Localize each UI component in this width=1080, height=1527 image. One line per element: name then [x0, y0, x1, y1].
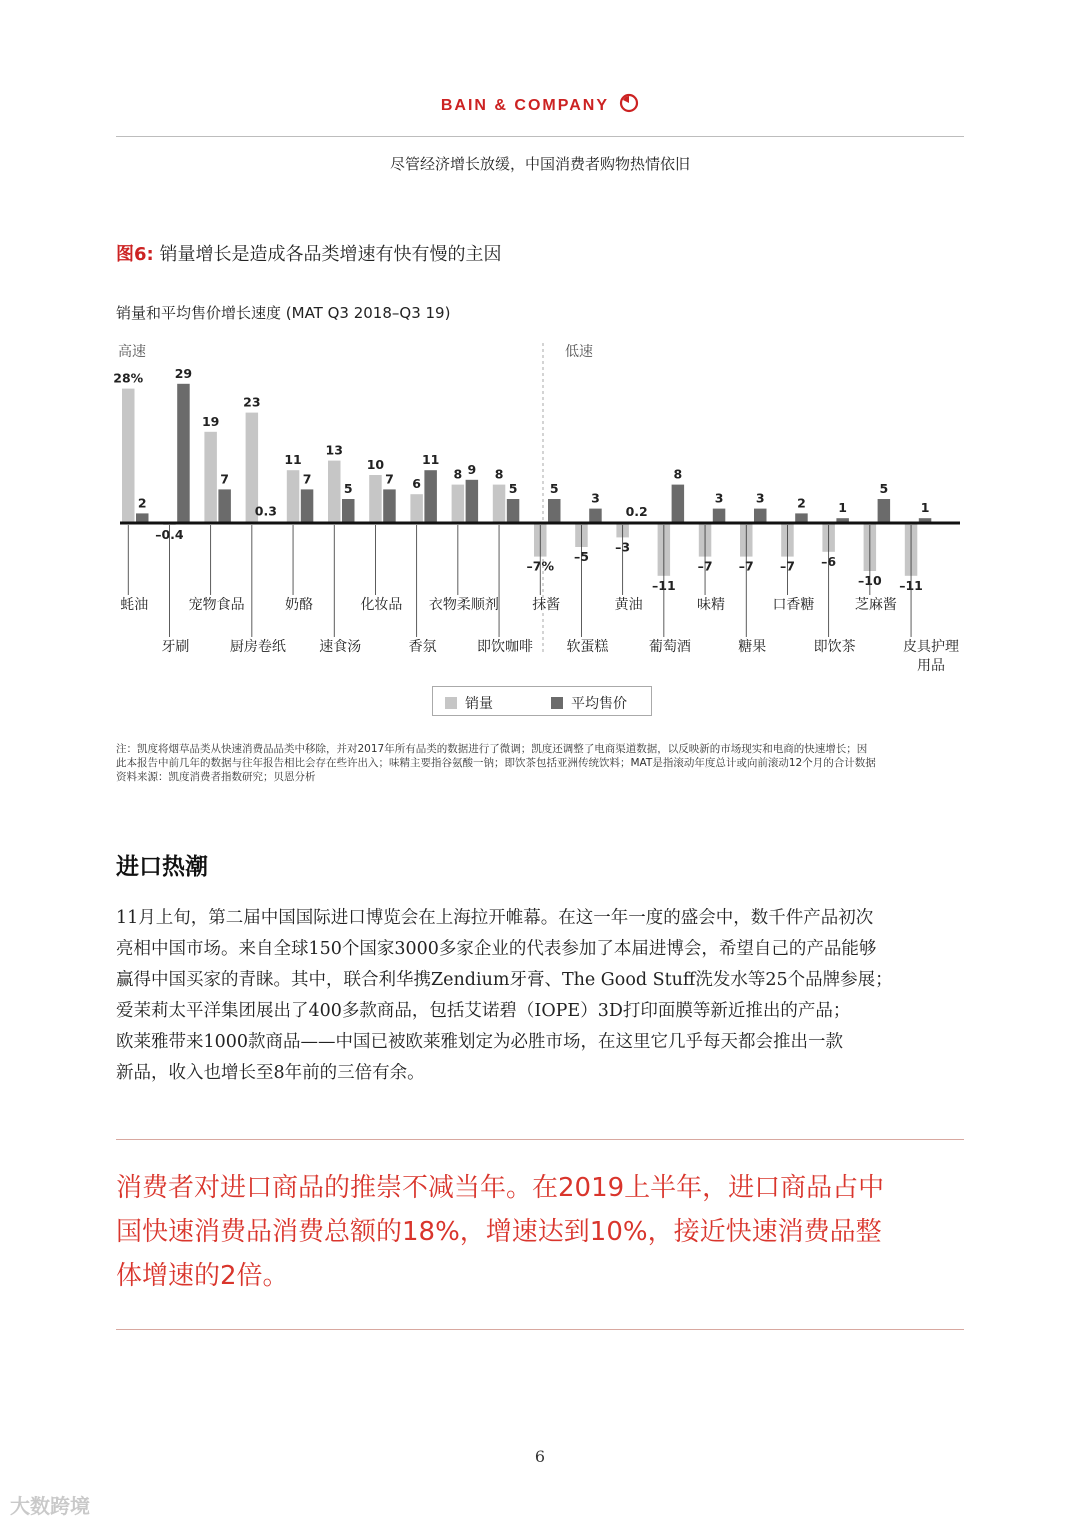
source-line: 资料来源：凯度消费者指数研究；贝恩分析: [116, 771, 316, 783]
data-label: –0.4: [155, 526, 184, 542]
figure-notes: [116, 742, 968, 784]
data-label: 10: [366, 457, 385, 472]
bar-price: [218, 489, 231, 523]
figure-title-text: 销量增长是造成各品类增速有快有慢的主因: [159, 244, 502, 265]
data-label: 29: [174, 365, 193, 381]
legend-item-volume: [445, 693, 493, 713]
data-label: 9: [467, 461, 477, 477]
chart-legend: [432, 686, 652, 716]
section-label-high: 高速: [118, 344, 146, 360]
legend-label-price: 平均售价: [571, 696, 627, 712]
data-label: 3: [755, 490, 765, 506]
data-label: 11: [284, 452, 302, 468]
data-label: –11: [652, 577, 676, 593]
category-label: 宠物食品: [188, 597, 245, 613]
paragraph-line: 亮相中国市场。来自全球150个国家3000多家企业的代表参加了本届进博会，希望自己的产品能够: [116, 939, 877, 959]
legend-label-volume: 销量: [465, 696, 493, 712]
pull-quote: [116, 1166, 976, 1298]
running-header: 尽管经济增长放缓，中国消费者购物热情依旧: [389, 155, 690, 173]
bar-volume: [493, 485, 506, 523]
bar-price: [177, 384, 190, 523]
category-label: 厨房卷纸: [229, 639, 286, 655]
note-line: 此本报告中前几年的数据与往年报告相比会存在些许出入；味精主要指谷氨酸一钠；即饮茶包括亚洲传统饮料；MAT是指滚动年度总计或向前滚动12个月的合计数据: [116, 757, 876, 769]
category-label: 抹酱: [532, 597, 561, 613]
legend-item-price: [551, 693, 627, 713]
data-label: 28%: [113, 370, 144, 386]
figure-label: 图6:: [116, 244, 154, 265]
data-label: –6: [821, 553, 837, 569]
bar-price: [342, 499, 355, 523]
section-label-low: 低速: [565, 344, 593, 360]
data-label: –11: [899, 577, 923, 593]
data-label: 13: [325, 442, 343, 458]
category-label: 即饮茶: [813, 639, 856, 655]
category-label: 香氛: [408, 639, 437, 655]
bar-volume: [452, 485, 465, 523]
category-label: 牙刷: [161, 639, 190, 655]
bar-price: [672, 485, 685, 523]
category-label: 口香糖: [772, 597, 815, 613]
data-label: 5: [508, 481, 518, 496]
data-label: 5: [879, 481, 889, 496]
bar-price: [507, 499, 520, 523]
data-label: –7: [738, 558, 754, 574]
pull-quote-line: 体增速的2倍。: [116, 1261, 289, 1291]
bar-volume: [122, 389, 135, 523]
bar-volume: [328, 461, 341, 523]
data-label: 3: [591, 490, 600, 506]
data-label: –3: [615, 539, 631, 555]
data-label: –7%: [526, 558, 554, 574]
data-label: 1: [920, 500, 930, 516]
data-label: 23: [243, 394, 261, 410]
bar-volume: [410, 494, 423, 523]
bar-price: [301, 489, 314, 523]
data-label: 8: [673, 466, 683, 482]
data-label: –7: [697, 558, 713, 574]
data-label: –7: [779, 558, 795, 574]
bar-price: [754, 509, 767, 523]
paragraph-line: 爱茉莉太平洋集团展出了400多款商品，包括艾诺碧（IOPE）3D打印面膜等新近推出的产品；: [116, 1001, 851, 1021]
pull-quote-line: 国快速消费品消费总额的18%，增速达到10%，接近快速消费品整: [116, 1217, 882, 1247]
data-label: 5: [343, 481, 353, 496]
growth-bar-chart: [0, 0, 1080, 690]
bar-volume: [204, 432, 217, 523]
bar-price: [878, 499, 891, 523]
paragraph-line: 新品，收入也增长至8年前的三倍有余。: [116, 1063, 425, 1083]
category-label: 黄油: [614, 597, 643, 613]
bar-price: [466, 480, 479, 523]
category-label: 化妆品: [360, 597, 403, 613]
category-label-cont: 用品: [917, 658, 946, 674]
data-label: 3: [714, 490, 724, 506]
data-label: 0.3: [254, 503, 277, 519]
category-label: 皮具护理: [903, 639, 960, 655]
category-label: 蚝油: [120, 597, 149, 613]
data-label: 1: [838, 500, 848, 516]
section-heading: 进口热潮: [116, 854, 208, 880]
data-label: 7: [302, 471, 312, 487]
note-line: 注：凯度将烟草品类从快速消费品品类中移除，并对2017年所有品类的数据进行了微调；凯度还调整了电商渠道数据，以反映新的市场现实和电商的快速增长；因: [116, 743, 868, 755]
paragraph-line: 赢得中国买家的青睐。其中，联合利华携Zendium牙膏、The Good Stuff洗发水等25个品牌参展；: [116, 970, 893, 990]
data-label: 5: [549, 481, 559, 496]
category-label: 即饮咖啡: [477, 639, 534, 655]
bar-price: [424, 470, 437, 523]
watermark: 大数跨境: [10, 1494, 90, 1518]
data-label: 8: [494, 466, 504, 482]
bar-volume: [287, 470, 300, 523]
pull-quote-bottom-rule: [116, 1329, 964, 1330]
bar-price: [548, 499, 561, 523]
paragraph-line: 11月上旬，第二届中国国际进口博览会在上海拉开帷幕。在这一年一度的盛会中，数千件产品初次: [116, 908, 874, 928]
category-label: 速食汤: [319, 639, 362, 655]
body-paragraph: [116, 903, 966, 1089]
brand-name: BAIN & COMPANY: [440, 97, 609, 114]
data-label: 2: [137, 495, 147, 511]
page-number: 6: [534, 1447, 546, 1466]
chart-subtitle: 销量和平均售价增长速度 (MAT Q3 2018–Q3 19): [116, 304, 451, 322]
bar-price: [383, 489, 396, 523]
bar-volume: [369, 475, 382, 523]
data-label: 7: [220, 471, 230, 487]
data-label: 8: [453, 466, 463, 482]
category-label: 芝麻酱: [854, 597, 897, 613]
legend-swatch-price: [551, 697, 563, 709]
category-label: 糖果: [738, 639, 767, 655]
data-label: –5: [573, 549, 589, 564]
pull-quote-line: 消费者对进口商品的推崇不减当年。在2019上半年，进口商品占中: [116, 1173, 885, 1203]
category-label: 衣物柔顺剂: [428, 597, 499, 613]
data-label: 11: [421, 452, 440, 468]
bar-price: [589, 509, 602, 523]
data-label: 7: [385, 471, 394, 487]
data-label: 19: [201, 413, 220, 429]
category-label: 软蛋糕: [566, 639, 609, 655]
data-label: 2: [797, 495, 806, 511]
pull-quote-top-rule: [116, 1139, 964, 1140]
legend-swatch-volume: [445, 697, 457, 709]
data-label: –10: [858, 573, 882, 588]
paragraph-line: 欧莱雅带来1000款商品——中国已被欧莱雅划定为必胜市场，在这里它几乎每天都会推出一款: [116, 1032, 844, 1052]
data-label: 0.2: [625, 503, 648, 519]
category-label: 奶酪: [285, 597, 314, 613]
data-label: 6: [412, 476, 422, 492]
category-label: 味精: [697, 597, 726, 613]
bar-price: [713, 509, 726, 523]
category-label: 葡萄酒: [648, 639, 691, 655]
